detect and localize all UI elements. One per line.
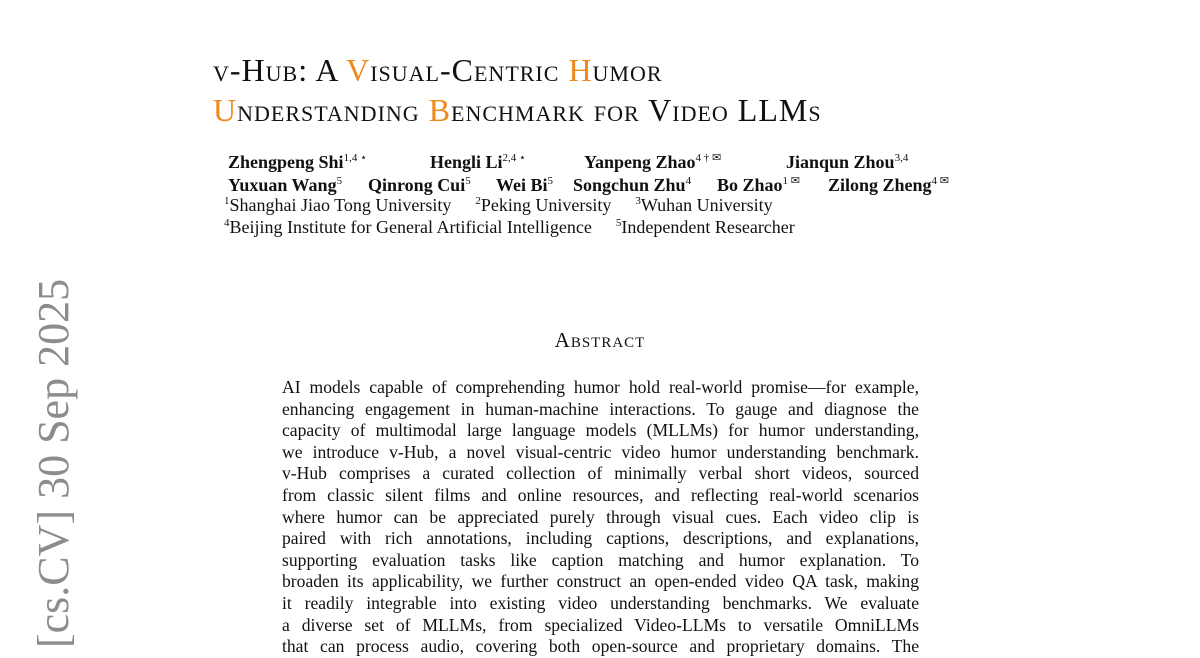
author-affiliation-marker: 3,4 xyxy=(894,152,909,164)
abstract-line: we introduce v-Hub, a novel visual-centric video humor understanding benchmark. xyxy=(282,441,919,462)
abstract-line: that can process audio, covering both open-source and proprietary domains. The xyxy=(282,636,919,657)
abstract-line: where humor can be appreciated purely through visual cues. Each video clip is xyxy=(282,506,919,527)
affiliation-number: 2 xyxy=(475,195,481,207)
author-affiliation-marker: 5 xyxy=(336,175,343,187)
author-name xyxy=(368,170,471,197)
abstract-line: v-Hub comprises a curated collection of minimally verbal short videos, sourced xyxy=(282,463,919,484)
author-affiliation-marker: 4 † ✉ xyxy=(695,152,722,164)
author-name-text: Yanpeng Zhao xyxy=(584,152,696,172)
arxiv-identifier: [cs.CV] 30 Sep 2025 xyxy=(29,278,78,648)
affiliation-name: Beijing Institute for General Artificial Intelligence xyxy=(229,217,592,237)
title-initial-highlight: H xyxy=(568,52,593,88)
author-name-text: Zilong Zheng xyxy=(828,175,932,195)
author-affiliation-marker: 1,4 ⋆ xyxy=(343,152,367,164)
affiliation xyxy=(224,195,451,216)
affiliation-row-2 xyxy=(224,217,819,238)
author-affiliation-marker: 1 ✉ xyxy=(782,175,800,187)
affiliation-number: 4 xyxy=(224,217,230,229)
author-name xyxy=(228,170,342,197)
affiliation xyxy=(635,195,772,216)
title-text: v-Hub: A xyxy=(213,52,347,88)
abstract-line: it readily integrable into existing video understanding benchmarks. We evaluate xyxy=(282,592,919,613)
affiliation-row-1 xyxy=(224,195,797,216)
abstract-line: a diverse set of MLLMs, from specialized Video-LLMs to versatile OmniLLMs xyxy=(282,614,919,635)
author-name xyxy=(573,170,691,197)
author-name xyxy=(496,170,553,197)
affiliation-number: 1 xyxy=(224,195,230,207)
affiliation-name: Shanghai Jiao Tong University xyxy=(229,195,452,215)
abstract-line: from classic silent films and online resources, and reflecting real-world scenarios xyxy=(282,484,919,505)
title-initial-highlight: B xyxy=(428,92,452,128)
abstract-body xyxy=(282,377,919,658)
author-name-text: Yuxuan Wang xyxy=(228,175,337,195)
author-affiliation-marker: 4 xyxy=(685,175,692,187)
author-affiliation-marker: 5 xyxy=(547,175,554,187)
author-name xyxy=(828,170,949,197)
affiliation xyxy=(475,195,611,216)
title-initial-highlight: U xyxy=(213,92,238,128)
affiliation-number: 3 xyxy=(635,195,641,207)
title-text: isual-Centric xyxy=(370,52,569,88)
affiliation xyxy=(224,217,592,238)
affiliation-number: 5 xyxy=(615,217,622,229)
author-affiliation-marker: 2,4 ⋆ xyxy=(502,152,526,164)
abstract-line: capacity of multimodal large language models (MLLMs) for humor understanding, xyxy=(282,420,919,441)
paper-title xyxy=(213,50,822,130)
author-name-text: Qinrong Cui xyxy=(368,175,466,195)
abstract-line: broaden its applicability, we further construct an open-ended video QA task, making xyxy=(282,571,919,592)
author-name-text: Wei Bi xyxy=(496,175,548,195)
author-name-text: Zhengpeng Shi xyxy=(228,152,344,172)
title-initial-highlight: V xyxy=(346,52,371,88)
affiliation-name: Peking University xyxy=(480,195,612,215)
author-affiliation-marker: 5 xyxy=(465,175,471,187)
abstract-line: enhancing engagement in human-machine interactions. To gauge and diagnose the xyxy=(282,398,919,419)
author-name xyxy=(717,170,800,197)
affiliation-name: Independent Researcher xyxy=(621,217,795,237)
title-text: enchmark for Video LLMs xyxy=(451,92,822,128)
title-text: umor xyxy=(592,52,663,88)
title-text: nderstanding xyxy=(237,92,429,128)
abstract-heading: Abstract xyxy=(554,328,646,352)
author-name-text: Hengli Li xyxy=(430,152,503,172)
affiliation xyxy=(616,217,795,238)
abstract-line: supporting evaluation tasks like caption matching and humor explanation. To xyxy=(282,549,919,570)
author-affiliation-marker: 4 ✉ xyxy=(931,175,950,187)
abstract-line: AI models capable of comprehending humor hold real-world promise—for example, xyxy=(282,377,919,397)
author-name-text: Songchun Zhu xyxy=(573,175,686,195)
abstract-line: paired with rich annotations, including captions, descriptions, and explanations, xyxy=(282,528,919,549)
author-name-text: Jianqun Zhou xyxy=(786,152,895,172)
affiliation-name: Wuhan University xyxy=(640,195,773,215)
author-name-text: Bo Zhao xyxy=(717,175,783,195)
